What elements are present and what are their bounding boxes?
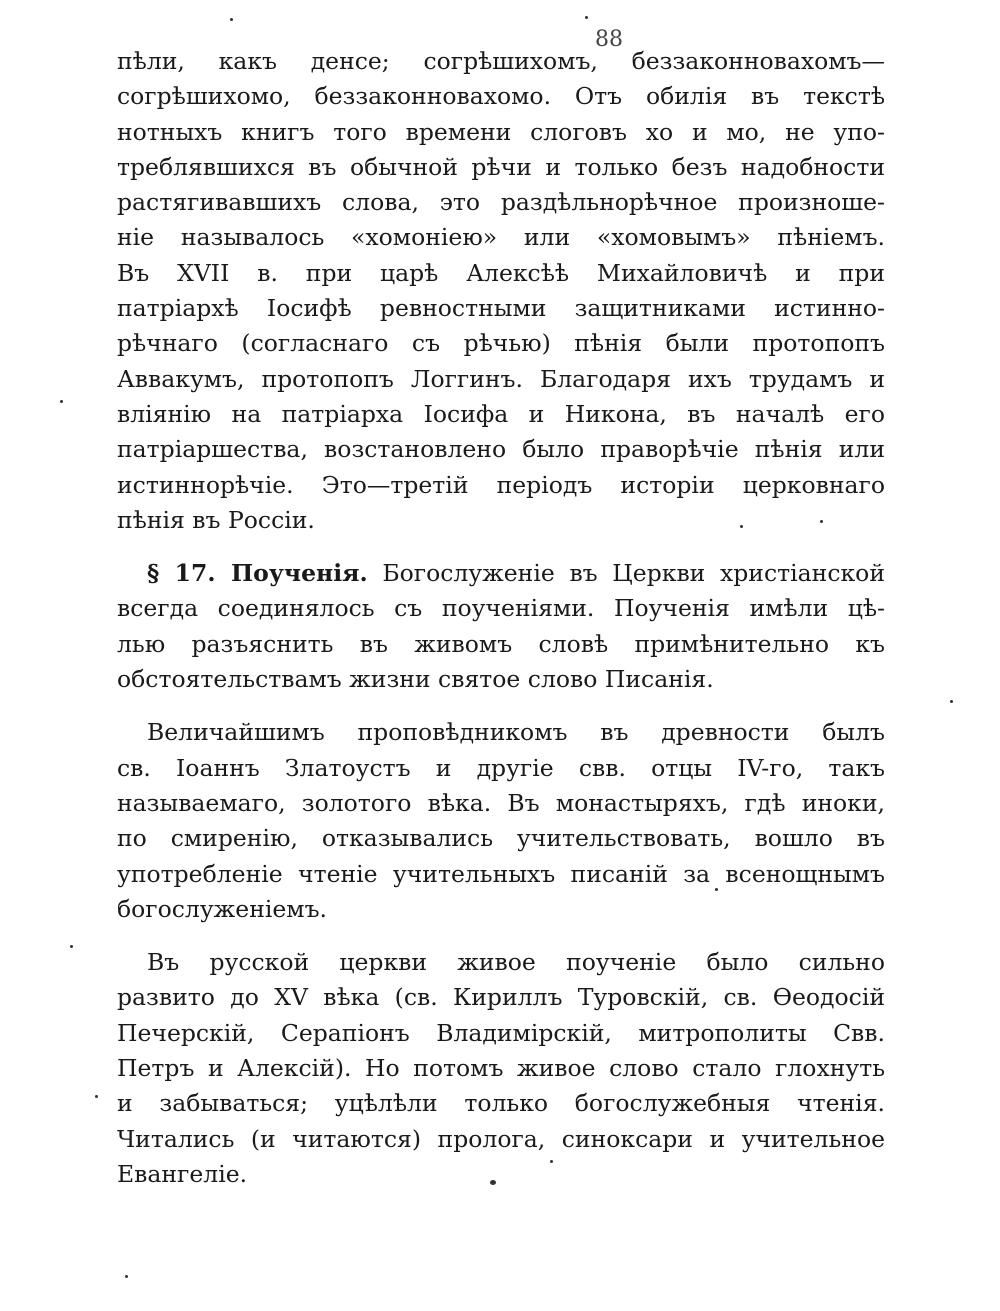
text-line: пѣли, какъ денсе; согрѣшихомъ, беззаконновахомъ— — [117, 47, 885, 75]
text-line: патріаршества, возстановлено было праворѣчіе пѣнія или — [117, 435, 885, 464]
scan-speck — [820, 520, 823, 523]
text-line: называемаго, золотого вѣка. Въ монастыряхъ, гдѣ иноки, — [117, 788, 885, 817]
page-number: 88 — [595, 27, 623, 52]
text-line: развито до XV вѣка (св. Кириллъ Туровскій, св. Ѳеодосій — [117, 983, 885, 1012]
text-line: треблявшихся въ обычной рѣчи и только безъ надобности — [117, 152, 885, 181]
text-line: Евангеліе. — [117, 1159, 248, 1188]
scan-speck — [125, 1275, 128, 1278]
paragraph-1 — [117, 44, 885, 538]
text-line: растягивавшихъ слова, это раздѣльнорѣчное произноше- — [117, 188, 885, 217]
text-line: согрѣшихомо, беззаконновахомо. Отъ обилія въ текстѣ — [117, 82, 885, 111]
text-line: по смиренію, отказывались учительствовать, вошло въ — [117, 824, 885, 853]
text-line: Аввакумъ, протопопъ Логгинъ. Благодаря ихъ трудамъ и — [117, 364, 885, 393]
scan-speck — [585, 16, 588, 19]
text-line: нотныхъ книгъ того времени слоговъ хо и мо, не упо- — [117, 117, 885, 146]
section-heading: § 17. Поученія. — [147, 559, 368, 588]
scan-speck — [715, 888, 718, 891]
text-line: вліянію на патріарха Іосифа и Никона, въ началѣ его — [117, 399, 885, 428]
scan-speck — [230, 18, 233, 21]
text-line: рѣчнаго (согласнаго съ рѣчью) пѣнія были протопопъ — [117, 329, 885, 358]
paragraph-3 — [117, 715, 885, 927]
text-line: патріархѣ Іосифѣ ревностными защитниками истинно- — [117, 294, 885, 323]
scan-speck — [95, 1095, 98, 1098]
text-line: всегда соединялось съ поученіями. Поученія имѣли цѣ- — [117, 594, 885, 623]
section-heading-line — [117, 556, 885, 591]
text-line: обстоятельствамъ жизни святое слово Писанія. — [117, 665, 714, 694]
text-line: Читались (и читаются) пролога, синоксари и учительное — [117, 1124, 885, 1153]
scan-speck — [490, 1180, 496, 1185]
text-fragment: Богослуженіе въ Церкви христіанской — [367, 559, 885, 588]
text-line: Петръ и Алексій). Но потомъ живое слово стало глохнуть — [117, 1054, 885, 1083]
text-line: пѣнія въ Россіи. — [117, 505, 315, 534]
document-page — [117, 27, 885, 1192]
text-line: истиннорѣчіе. Это—третій періодъ исторіи церковнаго — [117, 470, 885, 499]
text-line: Величайшимъ проповѣдникомъ въ древности былъ — [147, 718, 885, 747]
text-line: и забываться; уцѣлѣли только богослужебныя чтенія. — [117, 1089, 885, 1118]
text-line: употребленіе чтеніе учительныхъ писаній за всенощнымъ — [117, 859, 885, 888]
scan-speck — [740, 525, 743, 528]
text-line: Въ русской церкви живое поученіе было сильно — [147, 948, 885, 977]
paragraph-4 — [117, 945, 885, 1192]
text-line: богослуженіемъ. — [117, 894, 327, 923]
scan-speck — [550, 1160, 553, 1163]
text-line: ніе называлось «хомоніею» или «хомовымъ» пѣніемъ. — [117, 223, 885, 252]
scan-speck — [70, 945, 73, 948]
text-line: Въ XVII в. при царѣ Алексѣѣ Михайловичѣ и при — [117, 258, 885, 287]
scan-speck — [950, 700, 953, 703]
text-line: св. Іоаннъ Златоустъ и другіе свв. отцы IV-го, такъ — [117, 753, 885, 782]
text-line: Печерскій, Серапіонъ Владимірскій, митрополиты Свв. — [117, 1018, 885, 1047]
paragraph-2 — [117, 556, 885, 697]
text-line: лью разъяснить въ живомъ словѣ примѣнительно къ — [117, 629, 885, 658]
scan-speck — [60, 400, 63, 403]
